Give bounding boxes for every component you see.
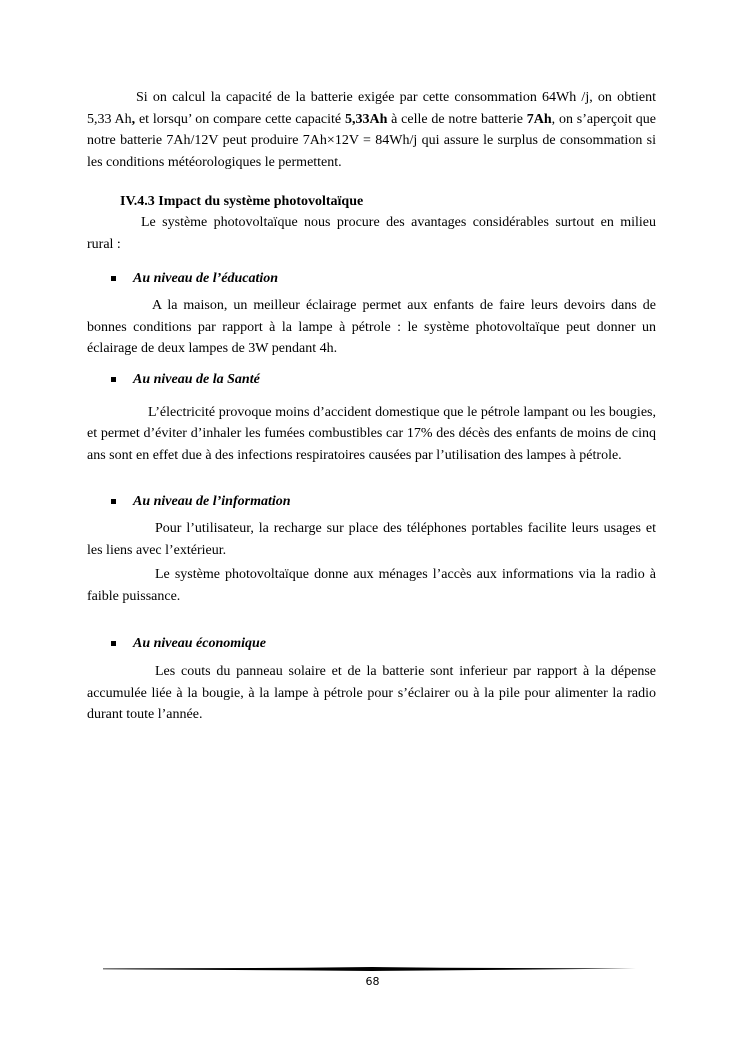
battery-text-4: , on s’aperçoit que notre batterie 7Ah/12V peut produire 7Ah×12V = 84Wh/j qui assure le surplus de consommation si les conditions météorologiques le permettent. bbox=[87, 111, 656, 170]
bullet-square-icon bbox=[111, 499, 116, 504]
paragraph-intro: Le système photovoltaïque nous procure des avantages considérables surtout en milieu rural : bbox=[87, 215, 656, 252]
bullet-information bbox=[111, 491, 656, 512]
paragraph-sante: L’électricité provoque moins d’accident domestique que le pétrole lampant ou les bougies, et permet d’éviter d’inhaler les fumées combustibles car 17% des décès des enfants de moins de cinq ans sont en effet due à des infections respiratoires causées par l’utilisation des lampes à pétrole. bbox=[87, 404, 656, 463]
footer-divider bbox=[103, 967, 641, 971]
paragraph-economique: Les couts du panneau solaire et de la batterie sont inferieur par rapport à la dépense accumulée liée à la bougie, à la lampe à pétrole pour s’éclairer ou à la pile pour alimenter la radio durant toute l’année. bbox=[87, 664, 656, 722]
battery-text-3: à celle de notre batterie bbox=[387, 111, 527, 127]
bullet-square-icon bbox=[111, 377, 116, 382]
bullet-information-title: Au niveau de l’information bbox=[133, 494, 291, 509]
bullet-education-title: Au niveau de l’éducation bbox=[133, 271, 279, 286]
section-heading: IV.4.3 Impact du système photovoltaïque bbox=[120, 194, 364, 209]
paragraph-information-1: Pour l’utilisateur, la recharge sur place des téléphones portables facilite leurs usages et les liens avec l’extérieur. bbox=[87, 521, 656, 558]
paragraph-education: A la maison, un meilleur éclairage permet aux enfants de faire leurs devoirs dans de bonnes conditions par rapport à la lampe à pétrole : le système photovoltaïque peut donner un éclairage de deux lampes de 3W pendant 4h. bbox=[87, 298, 656, 356]
bullet-education bbox=[111, 268, 656, 289]
bullet-square-icon bbox=[111, 276, 116, 281]
battery-rating-value: 7Ah bbox=[526, 111, 552, 127]
document-body bbox=[87, 85, 656, 726]
bullet-sante bbox=[111, 369, 656, 390]
bullet-economique bbox=[111, 633, 656, 654]
bullet-economique-title: Au niveau économique bbox=[133, 636, 267, 651]
battery-capacity-value: 5,33Ah bbox=[344, 111, 388, 127]
battery-comma: , bbox=[131, 111, 136, 127]
bullet-sante-title: Au niveau de la Santé bbox=[133, 371, 260, 387]
battery-text-1: Si on calcul la capacité de la batterie exigée par cette consommation 64Wh /j, on obtient 5,33 Ah bbox=[87, 90, 656, 127]
battery-text-2: et lorsqu’ on compare cette capacité bbox=[135, 111, 345, 127]
bullet-square-icon bbox=[111, 641, 116, 646]
paragraph-information-2: Le système photovoltaïque donne aux ménages l’accès aux informations via la radio à faible puissance. bbox=[87, 567, 656, 604]
page-number: 68 bbox=[365, 975, 380, 988]
paragraph-battery-capacity bbox=[87, 87, 656, 173]
